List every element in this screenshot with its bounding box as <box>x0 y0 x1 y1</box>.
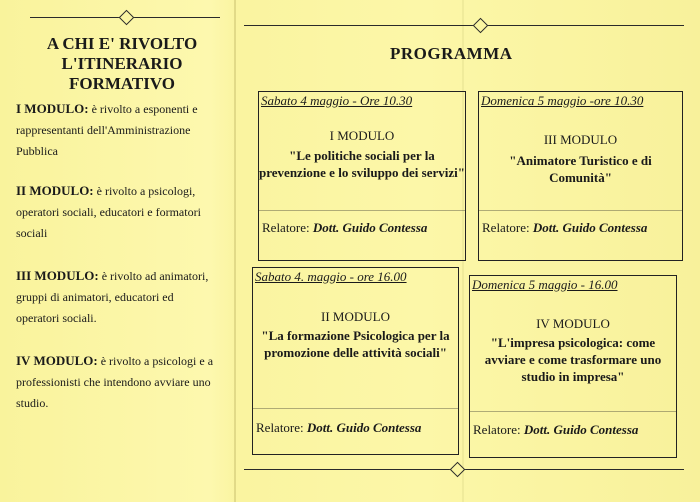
audience-module-1-label: I MODULO: <box>16 101 89 116</box>
audience-module-4-label: IV MODULO: <box>16 353 98 368</box>
session-4-speaker-name: Dott. Guido Contessa <box>523 422 639 437</box>
session-3-divider <box>253 408 458 409</box>
session-4-module: IV MODULO <box>536 316 610 331</box>
session-4-divider <box>470 411 676 412</box>
session-1-module: I MODULO <box>329 128 395 143</box>
session-2-divider <box>479 210 682 211</box>
session-4-speaker <box>473 422 638 438</box>
session-1-divider <box>259 210 465 211</box>
session-box-4 <box>469 275 677 458</box>
session-1-speaker-label: Relatore: <box>262 220 310 235</box>
audience-title-line-1: A CHI E' RIVOLTO <box>46 34 198 53</box>
audience-module-3-label: III MODULO: <box>16 268 99 283</box>
session-1-speaker-name: Dott. Guido Contessa <box>312 220 428 235</box>
session-box-2 <box>478 91 683 261</box>
session-4-title: "L'impresa psicologica: come avviare e come trasformare uno studio in impresa" <box>484 335 662 384</box>
audience-module-2-label: II MODULO: <box>16 183 94 198</box>
audience-title <box>22 34 222 94</box>
audience-module-1 <box>16 98 216 162</box>
session-box-1 <box>258 91 466 261</box>
session-2-date: Domenica 5 maggio -ore 10.30 <box>481 93 644 108</box>
audience-module-4 <box>16 350 216 414</box>
audience-title-line-2: L'ITINERARIO <box>61 54 183 73</box>
session-box-3 <box>252 267 459 455</box>
top-rule-right <box>244 25 684 26</box>
session-2-module: III MODULO <box>543 132 618 147</box>
fold-line-left <box>234 0 236 502</box>
audience-module-3-text: è rivolto ad animatori, gruppi di animatori, educatori ed operatori sociali. <box>16 269 209 325</box>
program-title: PROGRAMMA <box>390 44 513 63</box>
audience-module-1-text: è rivolto a esponenti e rappresentanti dell'Amministrazione Pubblica <box>16 102 198 158</box>
session-3-module: II MODULO <box>321 309 390 324</box>
audience-module-2 <box>16 180 216 244</box>
audience-title-line-3: FORMATIVO <box>68 74 176 93</box>
audience-module-3 <box>16 265 216 329</box>
session-2-speaker-label: Relatore: <box>482 220 530 235</box>
session-4-speaker-label: Relatore: <box>473 422 521 437</box>
audience-module-2-text: è rivolto a psicologi, operatori sociali, educatori e formatori sociali <box>16 184 201 240</box>
session-3-speaker-name: Dott. Guido Contessa <box>306 420 422 435</box>
session-3-title: "La formazione Psicologica per la promozione delle attività sociali" <box>261 328 450 360</box>
session-3-date: Sabato 4. maggio - ore 16.00 <box>255 269 407 284</box>
session-2-speaker <box>482 220 647 236</box>
session-4-date: Domenica 5 maggio - 16.00 <box>472 277 618 292</box>
session-1-date: Sabato 4 maggio - Ore 10.30 <box>261 93 413 108</box>
session-1-title: "Le politiche sociali per la prevenzione e lo sviluppo dei servizi" <box>259 148 465 180</box>
session-1-speaker <box>262 220 427 236</box>
session-2-title: "Animatore Turistico e di Comunità" <box>509 153 652 185</box>
session-3-speaker-label: Relatore: <box>256 420 304 435</box>
audience-module-4-text: è rivolto a psicologi e a professionisti che intendono avviare uno studio. <box>16 354 214 410</box>
session-2-speaker-name: Dott. Guido Contessa <box>532 220 648 235</box>
session-3-speaker <box>256 420 421 436</box>
